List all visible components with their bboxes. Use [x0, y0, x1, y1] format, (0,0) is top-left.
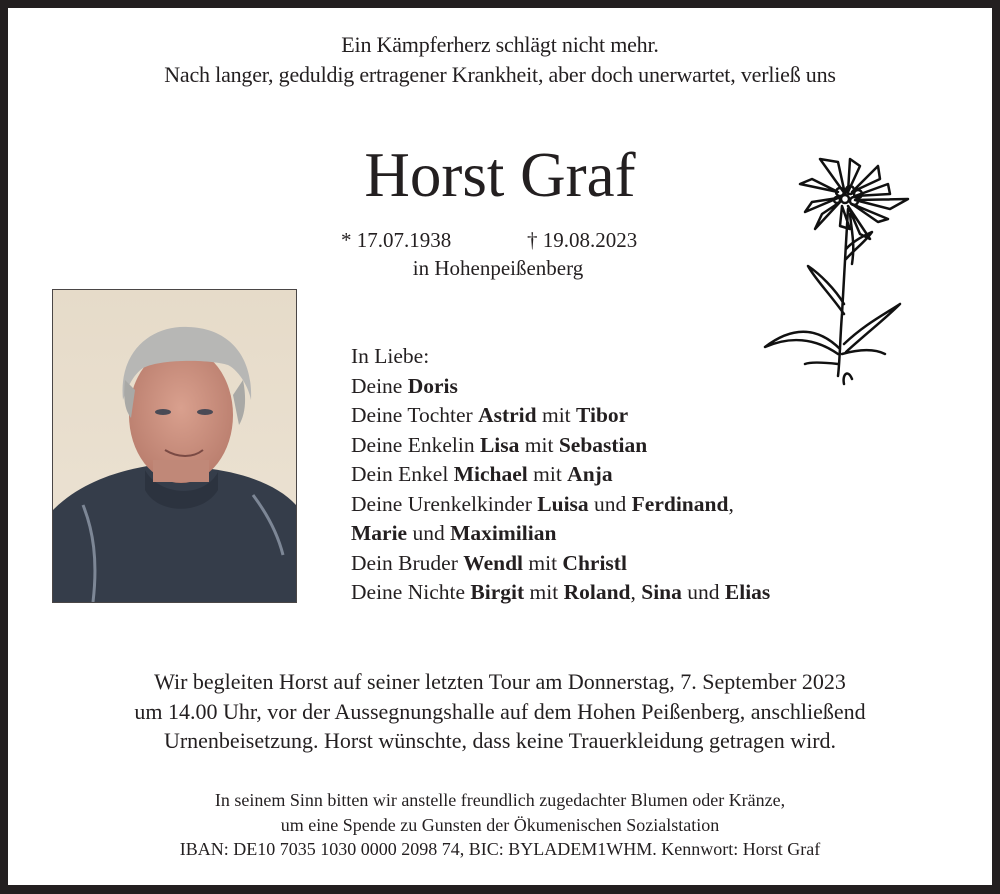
mourner-line	[351, 490, 770, 520]
mourner-text: Dein Bruder	[351, 550, 464, 575]
donation-line-3: IBAN: DE10 7035 1030 0000 2098 74, BIC: BYLADEM1WHM. Kennwort: Horst Graf	[179, 839, 821, 859]
mourner-text: mit	[527, 462, 568, 486]
mourner-line	[351, 549, 770, 579]
donation-info	[8, 788, 992, 862]
mourner-name: Astrid	[478, 403, 537, 427]
mourner-line	[351, 431, 770, 461]
mourner-name: Christl	[562, 550, 627, 575]
birth-date: * 17.07.1938	[341, 228, 452, 252]
mourner-text: Deine	[351, 373, 408, 398]
mourner-text: In Liebe:	[351, 344, 430, 368]
mourner-name: Birgit	[470, 580, 525, 604]
intro-text	[8, 30, 992, 90]
mourner-text: mit	[524, 580, 564, 604]
mourner-text: Deine Nichte	[351, 580, 471, 604]
mourner-text: Deine Enkelin	[351, 432, 480, 457]
mourner-text: und	[407, 521, 451, 545]
mourner-name: Tibor	[576, 403, 629, 427]
edelweiss-flower-icon	[760, 154, 925, 386]
mourner-line	[351, 342, 770, 372]
mourner-name: Sebastian	[558, 432, 648, 457]
mourner-text: ,	[630, 580, 642, 604]
intro-line-1: Ein Kämpferherz schlägt nicht mehr.	[341, 32, 659, 57]
mourner-line	[351, 519, 770, 549]
mourner-name: Anja	[567, 462, 613, 486]
mourner-name: Ferdinand	[631, 491, 729, 516]
mourner-name: Marie	[351, 521, 408, 545]
mourner-name: Elias	[724, 580, 771, 604]
mourner-text: Deine Tochter	[351, 403, 479, 427]
obituary-notice	[8, 8, 992, 885]
mourners-list	[351, 342, 770, 608]
mourner-text: mit	[523, 550, 563, 575]
mourner-text: Dein Enkel	[351, 462, 454, 486]
deceased-name: Horst Graf	[364, 140, 636, 210]
mourner-name: Roland	[563, 580, 631, 604]
mourner-text: mit	[536, 403, 577, 427]
mourner-text: und	[681, 580, 725, 604]
mourner-line	[351, 372, 770, 402]
mourner-name: Maximilian	[450, 521, 557, 545]
death-date: † 19.08.2023	[527, 228, 638, 252]
mourner-line	[351, 460, 770, 490]
donation-line-1: In seinem Sinn bitten wir anstelle freundlich zugedachter Blumen oder Kränze,	[214, 790, 786, 810]
mourner-line	[351, 401, 770, 431]
mourner-line	[351, 578, 770, 608]
death-place: in Hohenpeißenberg	[412, 256, 584, 280]
mourner-name: Doris	[407, 373, 458, 398]
donation-line-2: um eine Spende zu Gunsten der Ökumenischen Sozialstation	[280, 814, 720, 835]
mourner-text: mit	[519, 432, 559, 457]
mourner-text: Deine Urenkelkinder	[351, 491, 538, 516]
mourner-name: Wendl	[463, 550, 523, 575]
intro-line-2: Nach langer, geduldig ertragener Krankheit, aber doch unerwartet, verließ uns	[164, 62, 836, 87]
mourner-name: Michael	[453, 462, 528, 486]
portrait-image	[53, 290, 296, 602]
mourner-name: Sina	[641, 580, 682, 604]
funeral-line-3: Urnenbeisetzung. Horst wünschte, dass keine Trauerkleidung getragen wird.	[163, 728, 837, 753]
mourner-text: ,	[728, 491, 734, 516]
portrait-photo	[52, 289, 297, 603]
mourner-text: und	[588, 491, 632, 516]
funeral-info	[8, 667, 992, 756]
mourner-name: Luisa	[537, 491, 589, 516]
mourner-name: Lisa	[479, 432, 520, 457]
funeral-line-1: Wir begleiten Horst auf seiner letzten Tour am Donnerstag, 7. September 2023	[154, 669, 846, 694]
funeral-line-2: um 14.00 Uhr, vor der Aussegnungshalle auf dem Hohen Peißenberg, anschließend	[134, 698, 866, 724]
